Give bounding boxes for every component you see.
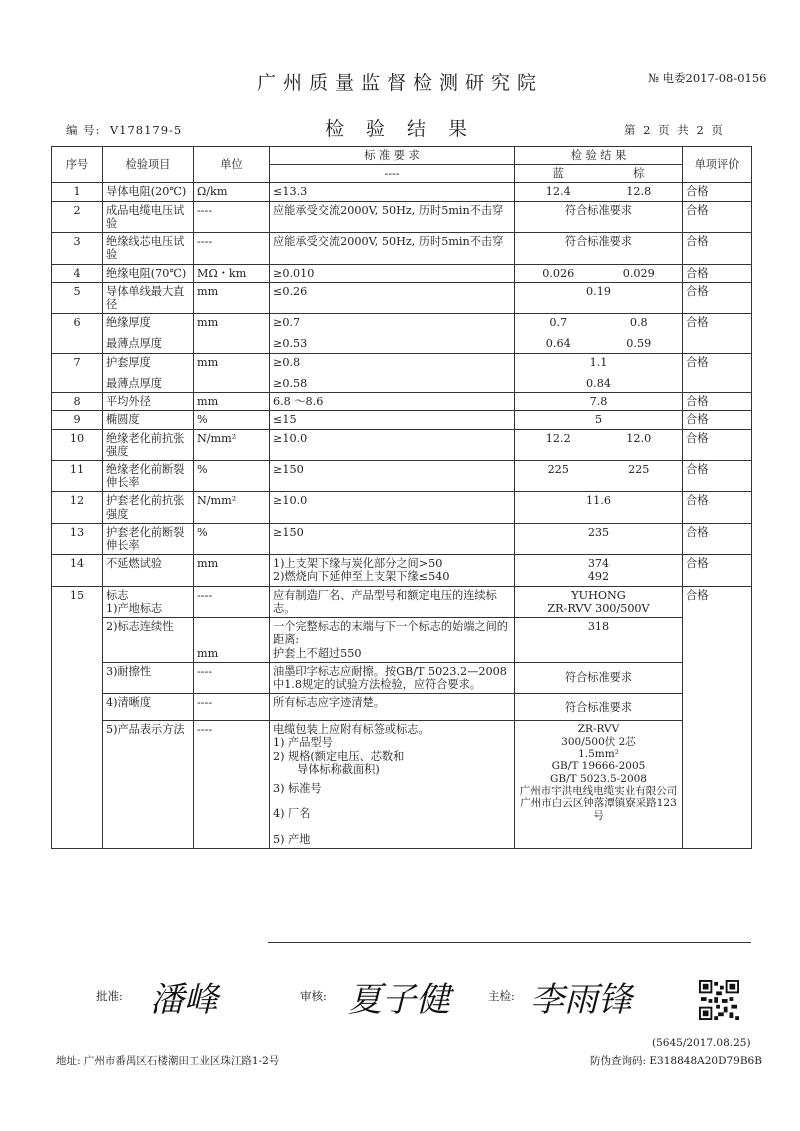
res-text: 492 xyxy=(587,570,610,584)
row-unit xyxy=(194,353,270,392)
req-text: ≥0.53 xyxy=(273,337,308,351)
table-row xyxy=(52,264,752,282)
serial-value: V178179-5 xyxy=(109,123,183,137)
res-brown: 0.029 xyxy=(622,266,655,280)
row-res xyxy=(515,264,683,282)
row-item: 4)清晰度 xyxy=(103,694,194,721)
item-text: 成品电缆电压试验 xyxy=(106,203,185,230)
row-unit: ---- xyxy=(194,586,270,617)
req-text: ≥10.0 xyxy=(273,494,308,508)
row-req xyxy=(270,492,515,523)
header-row xyxy=(52,147,752,165)
eval-text: 合格 xyxy=(686,494,709,508)
res-brown: 0.59 xyxy=(626,337,652,351)
res-brown: 12.8 xyxy=(626,185,652,199)
req-text: ≤13.3 xyxy=(273,185,308,199)
res-text: GB/T 5023.5-2008 xyxy=(550,772,647,785)
row-no-text: 13 xyxy=(69,525,85,539)
row-unit xyxy=(194,314,270,353)
row-req xyxy=(270,201,515,232)
anti-fake-code: 防伪查询码: E318848A20D79B6B xyxy=(590,1055,762,1067)
row-unit xyxy=(194,523,270,554)
item-text: 平均外径 xyxy=(106,395,151,409)
row-eval xyxy=(683,555,752,586)
row-no xyxy=(52,411,103,429)
res-blue: 12.4 xyxy=(545,185,571,199)
row-no xyxy=(52,429,103,460)
row-res xyxy=(515,353,683,392)
res-text: GB/T 19666-2005 xyxy=(551,760,646,773)
unit-text: mm xyxy=(197,284,219,298)
col-item-header: 检验项目 xyxy=(103,147,194,183)
res-blue: 12.2 xyxy=(545,431,571,445)
table-row xyxy=(52,523,752,554)
row-req xyxy=(270,393,515,411)
req-text: 5) 产地 xyxy=(273,832,311,846)
row-eval xyxy=(683,411,752,429)
row-no-text: 5 xyxy=(73,284,81,298)
row-no xyxy=(52,393,103,411)
res-blue: 0.026 xyxy=(542,266,575,280)
row-res xyxy=(515,411,683,429)
row-res xyxy=(515,183,683,201)
req-text: ≥10.0 xyxy=(273,431,308,445)
res-brown: 12.0 xyxy=(626,431,652,445)
row-unit xyxy=(194,393,270,411)
eval-text: 合格 xyxy=(686,413,709,427)
row-eval xyxy=(683,264,752,282)
row-res: 符合标准要求 xyxy=(515,694,683,721)
row-no: 15 xyxy=(52,586,103,848)
row-unit xyxy=(194,492,270,523)
row-unit xyxy=(194,183,270,201)
col-eval-header: 单项评价 xyxy=(683,147,752,183)
row-eval xyxy=(683,523,752,554)
row-item xyxy=(103,523,194,554)
table-row xyxy=(52,282,752,313)
eval-text: 合格 xyxy=(686,355,709,369)
row-req xyxy=(270,411,515,429)
row-no xyxy=(52,555,103,586)
eval-text: 合格 xyxy=(686,431,709,445)
item-text: 绝缘电阻(70℃) xyxy=(106,266,187,280)
row-no-text: 4 xyxy=(73,266,81,280)
row-no-text: 2 xyxy=(73,203,81,217)
row-unit xyxy=(194,429,270,460)
results-table xyxy=(51,146,752,849)
row-no xyxy=(52,353,103,392)
eval-text: 合格 xyxy=(686,525,709,539)
req-text: ≤0.26 xyxy=(273,284,308,298)
table-row xyxy=(52,460,752,491)
qr-code-icon xyxy=(699,980,739,1020)
item-text: 绝缘线芯电压试验 xyxy=(106,235,185,262)
row-req xyxy=(270,460,515,491)
eval-text: 合格 xyxy=(686,203,709,217)
row-eval xyxy=(683,201,752,232)
col-res-header: 检 验 结 果 xyxy=(515,147,683,165)
req-text: 导体标称截面积) xyxy=(297,762,380,776)
divider-line xyxy=(268,942,751,943)
row-eval: 合格 xyxy=(683,586,752,848)
table-row xyxy=(52,555,752,586)
req-text: 1)上支架下缘与炭化部分之间>50 xyxy=(273,557,443,571)
row-no xyxy=(52,492,103,523)
table-row xyxy=(52,314,752,353)
res-brown: 225 xyxy=(628,462,650,476)
item-text: 椭圆度 xyxy=(106,413,140,427)
row-req xyxy=(270,314,515,353)
req-text: ≥0.58 xyxy=(273,376,308,390)
row-unit xyxy=(194,264,270,282)
table-row xyxy=(52,492,752,523)
res-text: 5 xyxy=(594,413,603,427)
row-no xyxy=(52,282,103,313)
row-res xyxy=(515,523,683,554)
item-text: 护套厚度 xyxy=(106,355,151,369)
row-req xyxy=(270,721,515,849)
item-text: 绝缘老化前断裂伸长率 xyxy=(106,462,185,490)
unit-text: mm xyxy=(197,355,219,369)
unit-text: N/mm² xyxy=(197,494,237,508)
row-no-text: 6 xyxy=(73,316,81,330)
row-res xyxy=(515,555,683,586)
table-row xyxy=(52,429,752,460)
table-row-15e xyxy=(52,721,752,849)
row-res xyxy=(515,393,683,411)
row-no-text: 12 xyxy=(69,494,85,508)
unit-text: % xyxy=(197,462,208,476)
eval-text: 合格 xyxy=(686,235,709,249)
res-text: 广州市宇洪电线电缆实业有限公司 xyxy=(519,785,678,798)
row-no-text: 8 xyxy=(73,395,81,409)
res-text: 0.19 xyxy=(586,284,611,298)
res-text: ZR-RVV xyxy=(577,723,620,736)
row-eval xyxy=(683,429,752,460)
col-req-subheader: ---- xyxy=(270,165,515,183)
row-item xyxy=(103,233,194,264)
row-res xyxy=(515,314,683,353)
res-text: 374 xyxy=(587,557,610,571)
row-eval xyxy=(683,233,752,264)
serial-label: 编 号: xyxy=(66,123,101,137)
row-unit xyxy=(194,555,270,586)
eval-text: 合格 xyxy=(686,395,709,409)
row-no-text: 7 xyxy=(73,355,81,369)
res-blue: 0.64 xyxy=(545,337,571,351)
col-req-header: 标 准 要 求 xyxy=(270,147,515,165)
row-unit xyxy=(194,282,270,313)
row-req xyxy=(270,233,515,264)
row-req xyxy=(270,353,515,392)
unit-text: N/mm² xyxy=(197,431,237,445)
approve-signature: 潘峰 xyxy=(150,980,218,1020)
req-text: 2)燃烧向下延伸至上支架下缘≤540 xyxy=(273,570,450,584)
row-no-text: 3 xyxy=(73,235,81,249)
unit-text: MΩ・km xyxy=(197,266,247,280)
res-text: 300/500伏 2芯 xyxy=(561,735,636,748)
certificate-number: № 电委2017-08-0156 xyxy=(648,71,767,85)
row-unit: ---- xyxy=(194,721,270,849)
res-text: 235 xyxy=(587,525,610,539)
row-unit: ---- xyxy=(194,662,270,693)
row-no xyxy=(52,233,103,264)
row-item xyxy=(103,586,194,617)
table-row-15a xyxy=(52,586,752,617)
res-text: 1.1 xyxy=(589,355,608,369)
req-text: 2) 规格(额定电压、芯数和 xyxy=(273,749,405,763)
row-eval xyxy=(683,492,752,523)
unit-text: mm xyxy=(197,557,219,571)
res-brown: 0.8 xyxy=(629,316,648,330)
res-text: 11.6 xyxy=(586,494,611,508)
row-eval xyxy=(683,282,752,313)
chief-label: 主检: xyxy=(488,989,515,1003)
res-blue: 0.7 xyxy=(549,316,568,330)
unit-text: ---- xyxy=(197,235,213,249)
row-no-text: 10 xyxy=(69,431,85,445)
req-text: ≥150 xyxy=(273,525,304,539)
unit-text: Ω/km xyxy=(197,185,228,199)
item-text: 护套老化前断裂伸长率 xyxy=(106,525,185,553)
req-text: 护套上不超过550 xyxy=(273,646,362,660)
row-no xyxy=(52,523,103,554)
res-text: 符合标准要求 xyxy=(564,235,633,249)
row-req xyxy=(270,618,515,663)
item-text: 护套老化前抗张强度 xyxy=(106,494,185,521)
item-text: 最薄点厚度 xyxy=(106,337,162,351)
item-text: 标志 xyxy=(106,588,129,602)
req-text: 应能承受交流2000V, 50Hz, 历时5min不击穿 xyxy=(273,203,504,217)
col-no-header: 序号 xyxy=(52,147,103,183)
item-text: 1)产地标志 xyxy=(106,601,163,615)
row-res xyxy=(515,721,683,849)
row-no-text: 14 xyxy=(69,557,85,571)
req-text: 6.8 ～8.6 xyxy=(273,395,324,409)
req-text: ≥150 xyxy=(273,462,304,476)
req-text: ≥0.010 xyxy=(273,266,315,280)
row-item xyxy=(103,282,194,313)
res-text: 符合标准要求 xyxy=(564,203,633,217)
row-no-text: 1 xyxy=(73,185,81,199)
req-text: ≥0.7 xyxy=(273,316,301,330)
item-text: 绝缘厚度 xyxy=(106,316,151,330)
res-text: ZR-RVV 300/500V xyxy=(547,601,650,615)
row-req: 所有标志应字迹清楚。 xyxy=(270,694,515,721)
row-eval xyxy=(683,393,752,411)
address: 地址: 广州市番禺区石楼潮田工业区珠江路1-2号 xyxy=(56,1055,280,1067)
chief-signature: 李雨锋 xyxy=(530,980,632,1020)
row-no xyxy=(52,264,103,282)
row-unit xyxy=(194,411,270,429)
req-text: ≤15 xyxy=(273,413,297,427)
eval-text: 合格 xyxy=(686,557,709,571)
row-req xyxy=(270,555,515,586)
row-item: 5)产品表示方法 xyxy=(103,721,194,849)
report-code: (5645/2017.08.25) xyxy=(652,1037,751,1049)
item-text: 导体单线最大直径 xyxy=(106,284,185,311)
res-text: 0.84 xyxy=(586,376,611,390)
review-signature: 夏子健 xyxy=(348,980,450,1020)
table-row-15d xyxy=(52,694,752,721)
table-row xyxy=(52,233,752,264)
eval-text: 合格 xyxy=(686,462,709,476)
row-no xyxy=(52,460,103,491)
review-label: 审核: xyxy=(300,989,327,1003)
eval-text: 合格 xyxy=(686,316,709,330)
row-unit xyxy=(194,460,270,491)
row-res: 符合标准要求 xyxy=(515,662,683,693)
page-title: 检 验 结 果 xyxy=(324,118,476,140)
unit-text: mm xyxy=(197,316,219,330)
brown-label: 棕 xyxy=(633,167,645,181)
table-row-15b xyxy=(52,618,752,663)
row-req xyxy=(270,282,515,313)
row-item xyxy=(103,183,194,201)
row-item xyxy=(103,460,194,491)
res-text: YUHONG xyxy=(571,588,626,602)
req-text: 应能承受交流2000V, 50Hz, 历时5min不击穿 xyxy=(273,235,504,249)
row-res xyxy=(515,233,683,264)
table-body xyxy=(52,183,752,586)
row-res xyxy=(515,282,683,313)
item-text: 最薄点厚度 xyxy=(106,376,162,390)
row-item xyxy=(103,555,194,586)
row-no-text: 11 xyxy=(69,462,85,476)
row-req xyxy=(270,264,515,282)
row-res xyxy=(515,460,683,491)
col-unit-header: 单位 xyxy=(194,147,270,183)
row-req: 应有制造厂名、产品型号和额定电压的连续标志。 xyxy=(270,586,515,617)
row-item xyxy=(103,411,194,429)
row-unit xyxy=(194,201,270,232)
blue-label: 蓝 xyxy=(552,167,564,181)
organization-name: 广州质量监督检测研究院 xyxy=(256,72,543,94)
item-text: 导体电阻(20℃) xyxy=(106,185,187,199)
unit-text: ---- xyxy=(197,203,213,217)
eval-text: 合格 xyxy=(686,266,709,280)
row-item xyxy=(103,264,194,282)
row-item xyxy=(103,429,194,460)
row-res: 318 xyxy=(515,618,683,663)
table-row xyxy=(52,353,752,392)
row-no xyxy=(52,201,103,232)
row-res xyxy=(515,201,683,232)
table-row xyxy=(52,201,752,232)
table-row xyxy=(52,411,752,429)
row-item xyxy=(103,353,194,392)
row-item: 3)耐擦性 xyxy=(103,662,194,693)
row-unit xyxy=(194,233,270,264)
res-text: 1.5mm² xyxy=(578,747,619,760)
row-eval xyxy=(683,353,752,392)
item-text: 不延燃试验 xyxy=(106,557,162,571)
row-eval xyxy=(683,314,752,353)
row-item xyxy=(103,314,194,353)
eval-text: 合格 xyxy=(686,185,709,199)
row-no xyxy=(52,314,103,353)
eval-text: 合格 xyxy=(686,284,709,298)
req-text: 3) 标准号 xyxy=(273,782,322,796)
page-indicator: 第 2 页 共 2 页 xyxy=(624,123,725,137)
row-req: 油墨印字标志应耐擦。按GB/T 5023.2—2008中1.8规定的试验方法检验，应符合要求。 xyxy=(270,662,515,693)
row-item xyxy=(103,393,194,411)
row-no xyxy=(52,183,103,201)
row-item: 2)标志连续性 xyxy=(103,618,194,663)
table-row-15c xyxy=(52,662,752,693)
row-res xyxy=(515,492,683,523)
req-text: 1) 产品型号 xyxy=(273,736,333,750)
row-no-text: 9 xyxy=(73,413,81,427)
row-eval xyxy=(683,460,752,491)
unit-text: % xyxy=(197,413,208,427)
approve-label: 批准: xyxy=(96,989,123,1003)
row-res xyxy=(515,586,683,617)
row-unit: mm xyxy=(194,618,270,663)
col-res-subheader xyxy=(515,165,683,183)
req-text: ≥0.8 xyxy=(273,355,301,369)
item-text: 绝缘老化前抗张强度 xyxy=(106,431,185,458)
res-blue: 225 xyxy=(547,462,569,476)
unit-text: % xyxy=(197,525,208,539)
req-text: 4) 厂名 xyxy=(273,807,311,821)
req-text: 电缆包装上应附有标签或标志。 xyxy=(273,723,430,737)
row-res xyxy=(515,429,683,460)
row-unit: ---- xyxy=(194,694,270,721)
table-row xyxy=(52,393,752,411)
row-req xyxy=(270,523,515,554)
row-req xyxy=(270,429,515,460)
row-item xyxy=(103,492,194,523)
row-req xyxy=(270,183,515,201)
table-row xyxy=(52,183,752,201)
row-item xyxy=(103,201,194,232)
unit-text: mm xyxy=(197,395,219,409)
req-text: 一个完整标志的末端与下一个标志的始端之间的距离: xyxy=(273,620,508,647)
res-text: 广州市白云区钟落潭镇寮采路123号 xyxy=(520,797,677,822)
res-text: 7.8 xyxy=(589,395,608,409)
row-eval xyxy=(683,183,752,201)
